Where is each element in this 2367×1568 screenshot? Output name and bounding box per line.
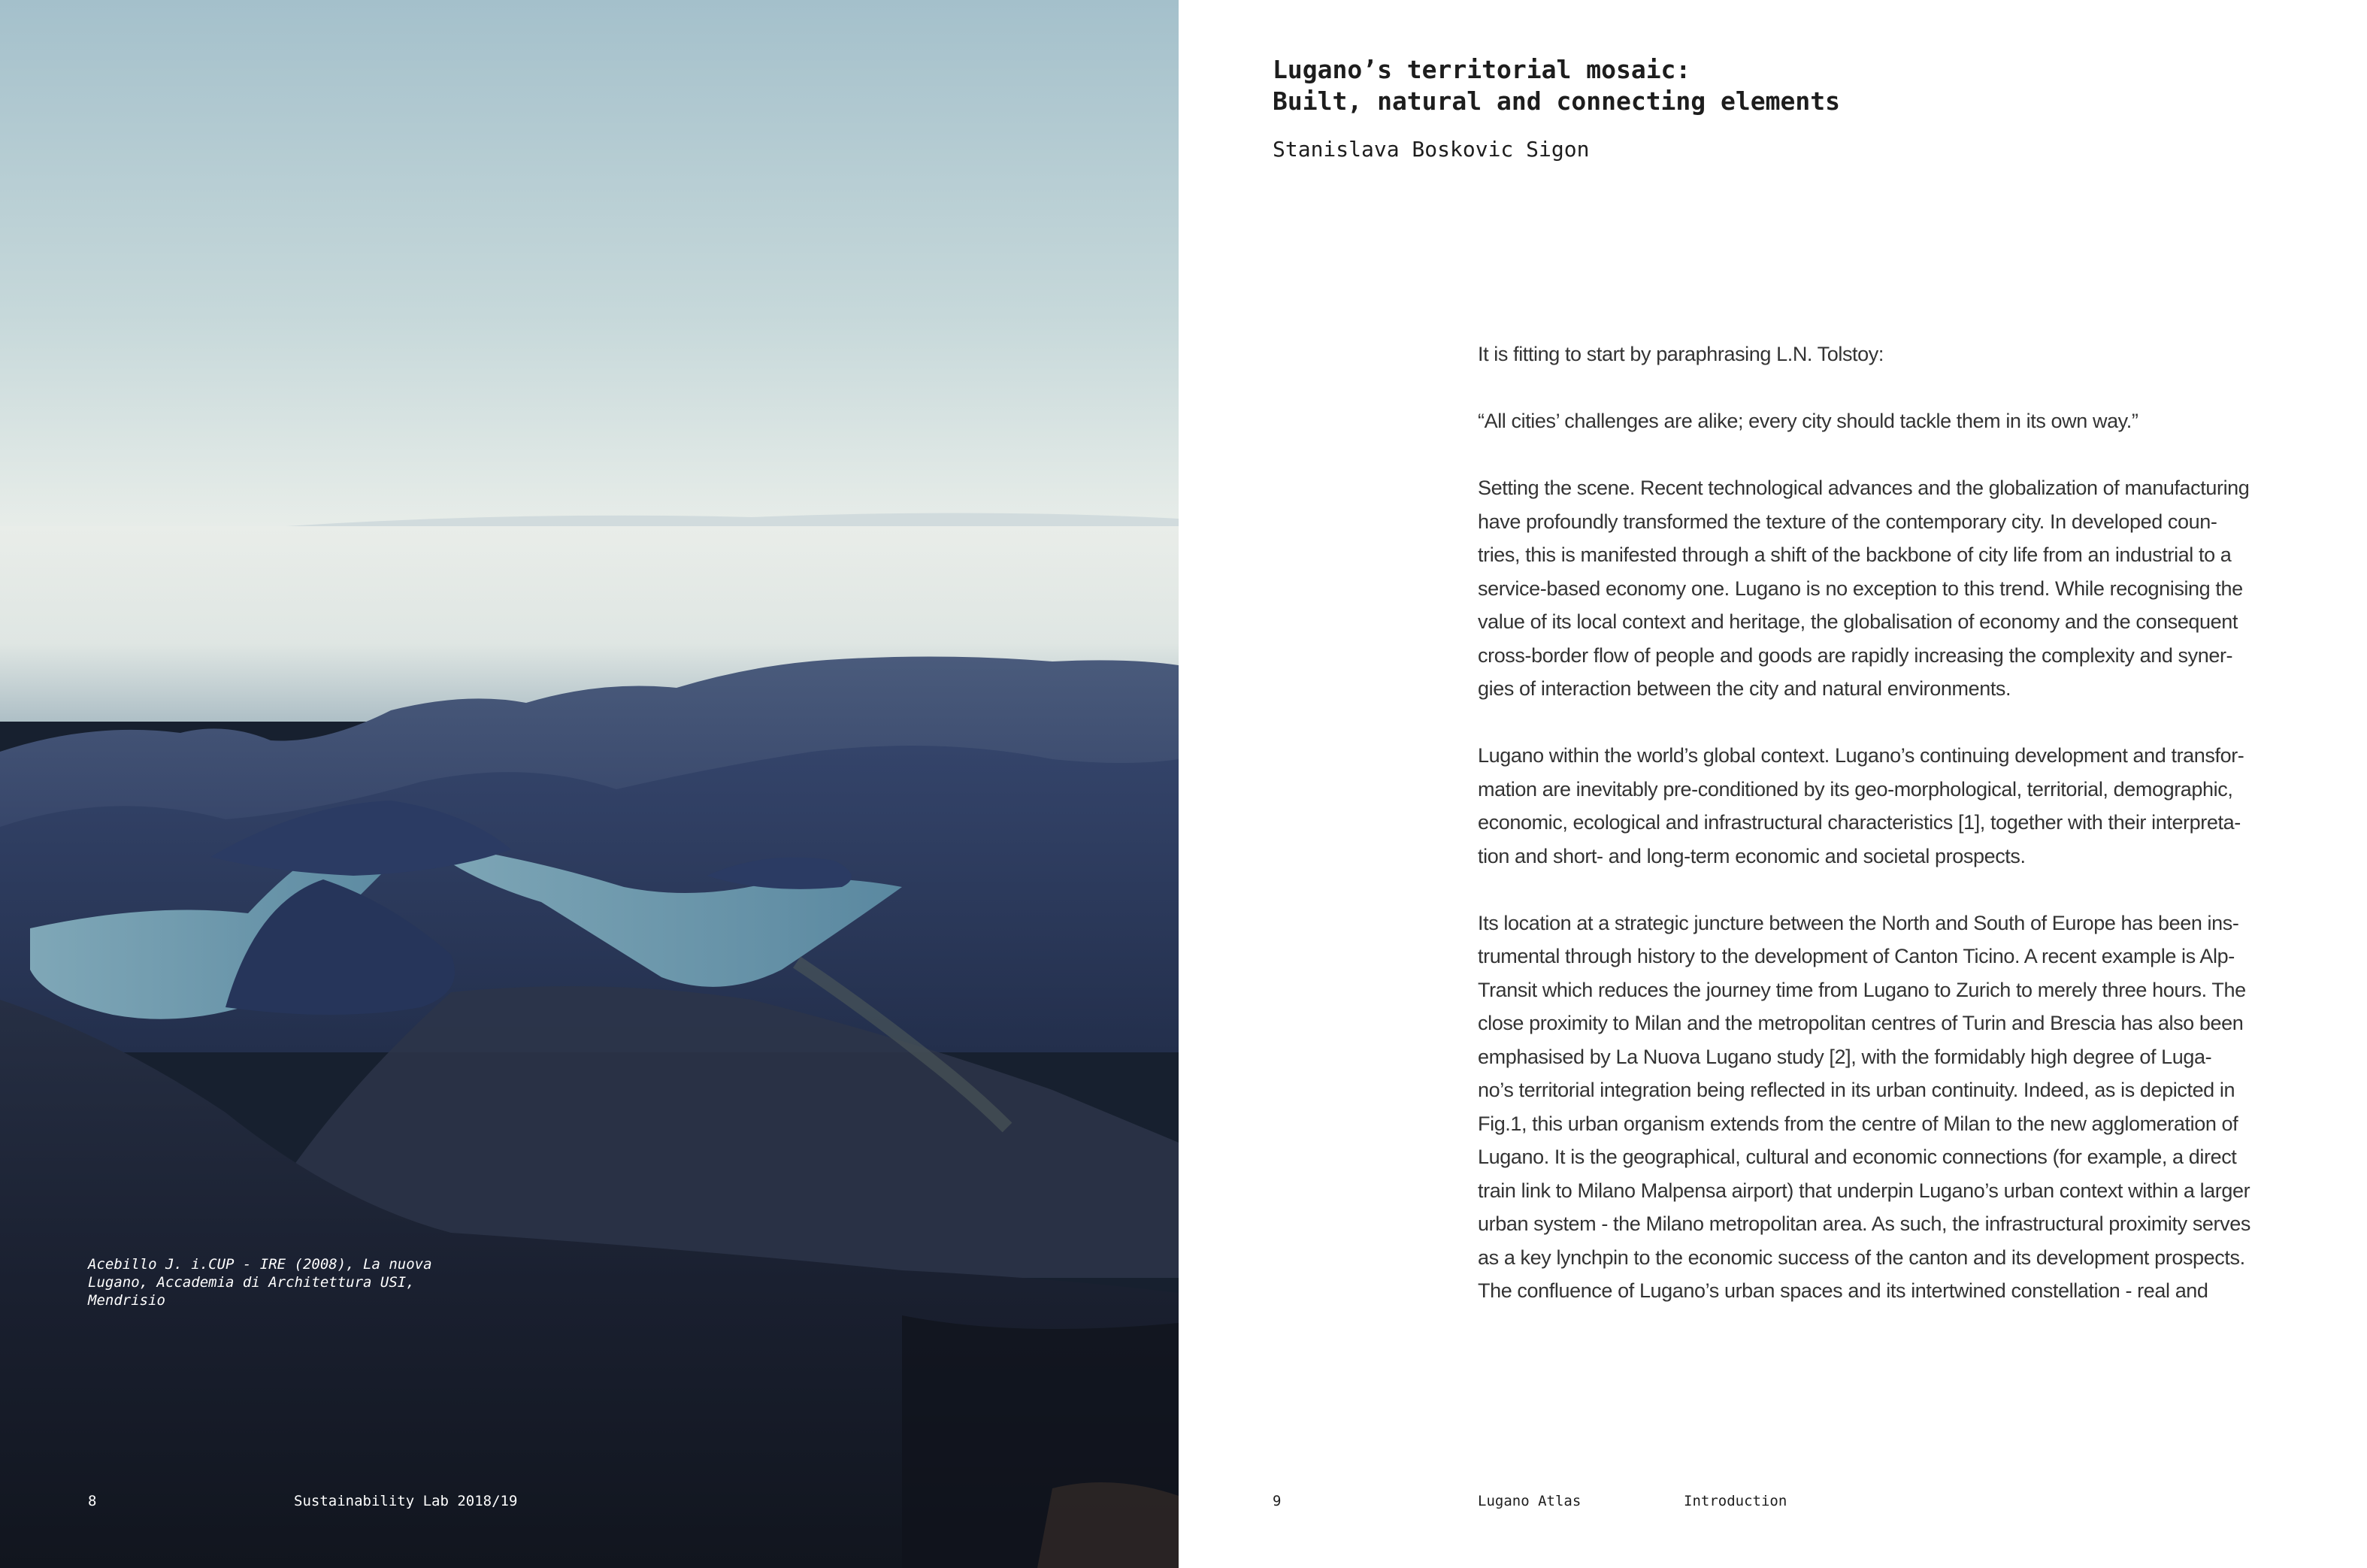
- page-number-left: 8: [88, 1493, 97, 1509]
- article-title-line-2: Built, natural and connecting elements: [1273, 86, 1840, 116]
- page-number-right: 9: [1273, 1493, 1282, 1509]
- paragraph-quote: “All cities’ challenges are alike; every city should tackle them in its own way.”: [1478, 410, 2138, 432]
- paragraph-global-context: Lugano within the world’s global context. Lugano’s continuing development and transfor- mation are inevitably pre-conditioned by its geo-morphological, territorial, demographic, economic, ecological and infrastructural characteristics [1], together with their interpreta- tion and short- and long-term economic and societal prospects.: [1478, 744, 2244, 867]
- book-title: Lugano Atlas: [1478, 1493, 1582, 1509]
- left-page: [0, 0, 1179, 1568]
- paragraph-intro: It is fitting to start by paraphrasing L.N. Tolstoy:: [1478, 343, 1884, 365]
- article-title: [1273, 54, 2175, 117]
- running-title: Sustainability Lab 2018/19: [294, 1493, 518, 1509]
- paragraph-setting-the-scene: Setting the scene. Recent technological advances and the globalization of manufacturing have profoundly transformed the texture of the contemporary city. In developed coun- tries, this is manifested through a shift of the backbone of city life from an industrial to a service-based economy one. Lugano is no exception to this trend. While recognising the value of its local context and heritage, the globalisation of economy and the consequent cross-border flow of people and goods are rapidly increasing the complexity and syner- gies of interaction between the city and natural environments.: [1478, 477, 2250, 700]
- author-name: Stanislava Boskovic Sigon: [1273, 137, 1590, 162]
- article-body: [1478, 338, 2290, 1341]
- right-page: [1179, 0, 2367, 1568]
- article-title-line-1: Lugano’s territorial mosaic:: [1273, 55, 1691, 84]
- photo-caption: Acebillo J. i.CUP - IRE (2008), La nuova Lugano, Accademia di Architettura USI, Mendrisio: [88, 1256, 432, 1309]
- paragraph-location: Its location at a strategic juncture between the North and South of Europe has been ins- trumental through history to the development of Canton Ticino. A recent example is Alp- Transit which reduces the journey time from Lugano to Zurich to merely three hours. The close proximity to Milan and the metropolitan centres of Turin and Brescia has also been emphasised by La Nuova Lugano study [2], with the formidably high degree of Luga- no’s territorial integration being reflected in its urban continuity. Indeed, as is depicted in Fig.1, this urban organism extends from the centre of Milan to the new agglomeration of Lugano. It is the geographical, cultural and economic connections (for example, a direct train link to Milano Malpensa airport) that underpin Lugano’s urban context within a larger urban system - the Milano metropolitan area. As such, the infrastructural proximity serves as a key lynchpin to the economic success of the canton and its development prospects. The confluence of Lugano’s urban spaces and its intertwined constellation - real and: [1478, 911, 2250, 1302]
- section-title: Introduction: [1684, 1493, 1787, 1509]
- aerial-landscape-photo: [0, 0, 1179, 1568]
